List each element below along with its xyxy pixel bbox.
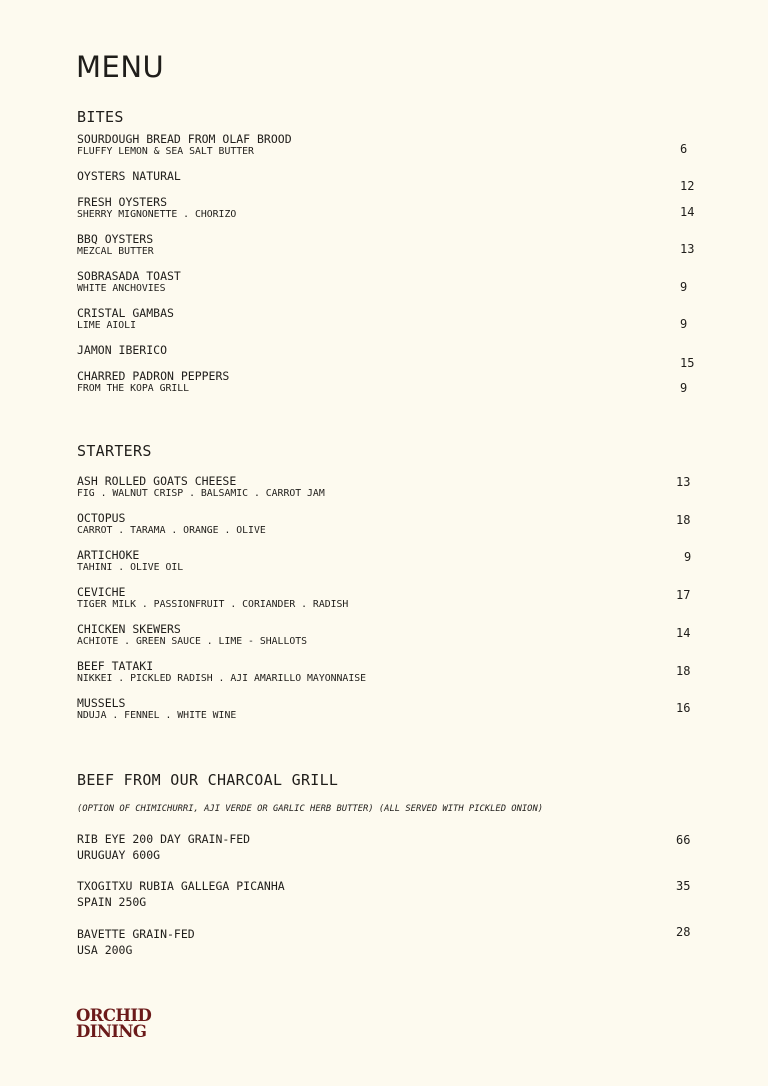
item-price: 9 — [680, 317, 688, 331]
item-desc: TIGER MILK . PASSIONFRUIT . CORIANDER . RADISH — [77, 599, 349, 610]
item-name: CRISTAL GAMBAS — [77, 306, 174, 320]
item-desc: USA 200G — [77, 943, 133, 957]
item-desc: LIME AIOLI — [77, 320, 136, 331]
item-price: 14 — [680, 205, 695, 219]
item-desc: FLUFFY LEMON & SEA SALT BUTTER — [77, 146, 254, 157]
item-name: FRESH OYSTERS — [77, 195, 168, 209]
item-price: 18 — [676, 513, 691, 527]
grill-note: (OPTION OF CHIMICHURRI, AJI VERDE OR GARLIC HERB BUTTER) (ALL SERVED WITH PICKLED ONION) — [77, 804, 544, 814]
item-price: 18 — [676, 664, 691, 678]
item-price: 6 — [680, 142, 688, 156]
item-desc: MEZCAL BUTTER — [77, 246, 154, 257]
item-name: OYSTERS NATURAL — [77, 169, 181, 183]
item-name: TXOGITXU RUBIA GALLEGA PICANHA — [77, 879, 285, 893]
item-name: RIB EYE 200 DAY GRAIN-FED — [77, 832, 251, 846]
item-name: CHICKEN SKEWERS — [77, 622, 181, 636]
section-title-bites: BITES — [77, 108, 124, 126]
item-desc: NIKKEI . PICKLED RADISH . AJI AMARILLO MAYONNAISE — [77, 673, 367, 684]
section-title-starters: STARTERS — [77, 442, 152, 460]
item-desc: URUGUAY 600G — [77, 848, 161, 862]
item-name: ARTICHOKE — [77, 548, 140, 562]
item-name: BAVETTE GRAIN-FED — [77, 927, 195, 941]
item-price: 13 — [680, 242, 695, 256]
item-desc: TAHINI . OLIVE OIL — [77, 562, 184, 573]
item-name: JAMON IBERICO — [77, 343, 168, 357]
logo-line-1: ORCHID — [76, 1006, 152, 1025]
section-title-grill: BEEF FROM OUR CHARCOAL GRILL — [77, 771, 339, 789]
item-price: 13 — [676, 475, 691, 489]
item-price: 9 — [680, 280, 688, 294]
item-desc: ACHIOTE . GREEN SAUCE . LIME - SHALLOTS — [77, 636, 308, 647]
item-price: 16 — [676, 701, 691, 715]
page-title: MENU — [76, 50, 165, 84]
item-name: SOBRASADA TOAST — [77, 269, 181, 283]
orchid-dining-logo — [76, 1008, 156, 1044]
item-price: 12 — [680, 179, 695, 193]
item-desc: FROM THE KOPA GRILL — [77, 383, 190, 394]
item-name: SOURDOUGH BREAD FROM OLAF BROOD — [77, 132, 292, 146]
item-price: 9 — [680, 381, 688, 395]
item-desc: NDUJA . FENNEL . WHITE WINE — [77, 710, 237, 721]
item-name: BEEF TATAKI — [77, 659, 154, 673]
item-name: ASH ROLLED GOATS CHEESE — [77, 474, 237, 488]
item-price: 9 — [684, 550, 692, 564]
item-price: 35 — [676, 879, 691, 893]
item-desc: FIG . WALNUT CRISP . BALSAMIC . CARROT JAM — [77, 488, 325, 499]
item-desc: SPAIN 250G — [77, 895, 147, 909]
item-name: OCTOPUS — [77, 511, 126, 525]
item-name: BBQ OYSTERS — [77, 232, 154, 246]
item-price: 15 — [680, 356, 695, 370]
item-price: 14 — [676, 626, 691, 640]
item-name: CHARRED PADRON PEPPERS — [77, 369, 230, 383]
item-price: 66 — [676, 833, 691, 847]
item-desc: CARROT . TARAMA . ORANGE . OLIVE — [77, 525, 266, 536]
item-desc: WHITE ANCHOVIES — [77, 283, 166, 294]
item-name: MUSSELS — [77, 696, 126, 710]
item-price: 28 — [676, 925, 691, 939]
item-name: CEVICHE — [77, 585, 126, 599]
item-price: 17 — [676, 588, 691, 602]
item-desc: SHERRY MIGNONETTE . CHORIZO — [77, 209, 237, 220]
logo-line-2: DINING — [76, 1022, 147, 1041]
